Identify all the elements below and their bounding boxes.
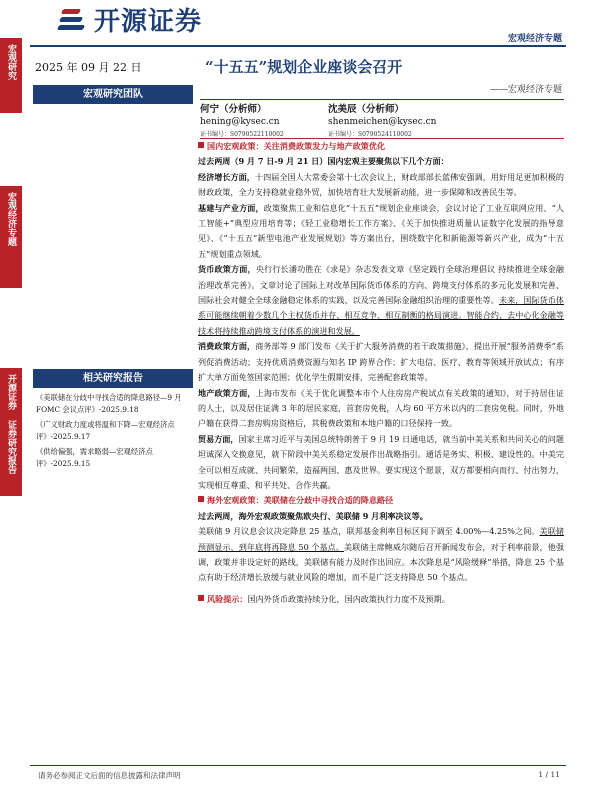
analyst-name: 何宁（分析师） bbox=[200, 104, 267, 115]
header-section-label: 宏观经济专题 bbox=[507, 34, 562, 44]
related-reports-list bbox=[36, 392, 192, 473]
logo-text: 开源证券 bbox=[94, 6, 203, 37]
paragraph-consumption: 消费政策方面，商务部等 9 部门发布《关于扩大服务消费的若干政策措施》，提出开展“服务消费季”系列促消费活动；支持优质消费资源与知名 IP 跨界合作；扩大电信、医疗、教育等领域开放试点；有序扩大单方面免签国家范围；优化学生假期安排，完善配套政策等。 bbox=[198, 341, 564, 383]
section-heading-overseas: 海外宏观政策：美联储在分歧中寻找合适的降息路径 bbox=[198, 493, 564, 508]
section-lead: 过去两周（9 月 7 日-9 月 21 日）国内宏观主要聚焦以下几个方面： bbox=[198, 156, 449, 167]
analyst-name: 沈美辰（分析师） bbox=[328, 104, 405, 115]
analyst-card bbox=[328, 101, 436, 138]
side-strip-bottom: 开源证券 证券研究报告 bbox=[0, 368, 22, 496]
side-strip-middle: 宏观经济专题 bbox=[0, 186, 22, 288]
logo-mark-icon bbox=[58, 6, 90, 32]
paragraph-growth: 经济增长方面，十四届全国人大常委会第十七次会议上，财政部部长蓝佛安强调，用好用足更加积极的财政政策，全力支持稳就业稳外贸，加快培育壮大发展新动能，进一步保障和改善民生等。 bbox=[198, 171, 564, 198]
paragraph-fed: 美联储 9 月议息会议决定降息 25 基点，联邦基金利率目标区间下调至 4.00%—4.25%之间。美联储预测显示，到年底将再降息 50 个基点。美联储主席鲍威尔随后召开新闻发布会，对于利率前景，他强调，政策并非设定好的路线，美联储有能力及时作出回应。本次降息是“风险缓释”举措，降息 25 个基点有助于经济增长放缓与就业风险的增加，而不是广泛支持降息 50 个基点。 bbox=[198, 526, 564, 583]
brand-logo bbox=[58, 4, 203, 37]
paragraph-property: 地产政策方面，上海市发布《关于优化调整本市个人住房房产税试点有关政策的通知》，对于持居住证的人士，以及居住证满 3 年的居民家庭，首套房免税，人均 60 平方米以内的二套房免税。同时，外地户籍在获得二套房购房资格后，其税费政策和本地户籍的口径保持一致。 bbox=[198, 387, 564, 429]
report-body bbox=[198, 139, 564, 607]
analyst-divider-top bbox=[200, 99, 564, 100]
square-bullet-icon bbox=[198, 496, 204, 502]
square-bullet-icon bbox=[198, 595, 204, 601]
report-date: 2025 年 09 月 22 日 bbox=[35, 61, 142, 74]
analyst-email[interactable]: hening@kysec.cn bbox=[200, 117, 280, 127]
page-number: 1 / 11 bbox=[538, 770, 560, 779]
side-strip-top: 宏观研究 bbox=[0, 38, 22, 113]
risk-warning: 风险提示：国内外货币政策持续分化，国内政策执行力度不及预期。 bbox=[198, 592, 564, 607]
research-team-label: 宏观研究团队 bbox=[33, 85, 193, 104]
header-divider bbox=[30, 45, 566, 47]
section-lead: 过去两周，海外宏观政策聚焦欧央行、美联储 9 月利率决议等。 bbox=[198, 510, 428, 521]
report-title: “十五五”规划企业座谈会召开 bbox=[205, 58, 403, 76]
footer-divider bbox=[30, 765, 566, 766]
related-reports-label: 相关研究报告 bbox=[33, 369, 193, 388]
paragraph-trade: 贸易方面，国家主席习近平与美国总统特朗普于 9 月 19 日通电话，就当前中美关系和共同关心的问题坦诚深入交换意见，就下阶段中美关系稳定发展作出战略指引。通话是务实、积极、建设性的。中美完全可以相互成就、共同繁荣，造福两国、惠及世界。要实现这个愿景，双方都要相向而行、付出努力，实现相互尊重、和平共处、合作共赢。 bbox=[198, 433, 564, 490]
section-heading-domestic: 国内宏观政策：关注消费政策发力与地产政策优化 bbox=[198, 139, 564, 154]
paragraph-monetary: 货币政策方面，央行行长潘功胜在《求是》杂志发表文章《坚定践行全球治理倡议 持续推进全球金融治理改革完善》。文章讨论了国际上对改革国际货币体系的方向、跨境支付体系的多元化发展和完善、国际社会对健全全球金融稳定体系的实践、以及完善国际金融组织治理的重要性等。未来，国际货币体系可能继续朝着少数几个主权货币并存、相互竞争、相互制衡的格局演进。智能合约、去中心化金融等技术将持续推动跨境支付体系的演进和发展。 bbox=[198, 264, 564, 336]
footer-disclaimer: 请务必参阅正文后面的信息披露和法律声明 bbox=[38, 771, 181, 780]
analyst-email[interactable]: shenmeichen@kysec.cn bbox=[328, 117, 437, 127]
analyst-cert: 证书编号：S0790522110002 bbox=[200, 131, 284, 138]
paragraph-infrastructure: 基建与产业方面，政策聚焦工业和信息化“十五五”规划企业座谈会，会议讨论了工业互联网应用、“人工智能+”典型应用培育等；《轻工业稳增长工作方案》、《关于加快推进质量认证数字化发展的指导意见》、《“十五五”新型电池产业发展规划》等方案出台，围绕数字化和新能源等新兴产业，成为“十五五”规划重点领域。 bbox=[198, 202, 564, 259]
related-report-link[interactable]: 《广义财政力度或将温和下降—宏观经济点评》-2025.9.17 bbox=[36, 420, 175, 441]
report-subtitle: ——宏观经济专题 bbox=[489, 85, 562, 95]
related-report-link[interactable]: 《美联储在分歧中寻找合适的降息路径—9 月 FOMC 会议点评》-2025.9.18 bbox=[36, 393, 182, 414]
analyst-card bbox=[200, 101, 284, 138]
related-report-link[interactable]: 《供给偏强，需求略弱—宏观经济点评》-2025.9.15 bbox=[36, 447, 153, 468]
square-bullet-icon bbox=[198, 142, 204, 148]
analyst-cert: 证书编号：S0790524110002 bbox=[328, 131, 412, 138]
